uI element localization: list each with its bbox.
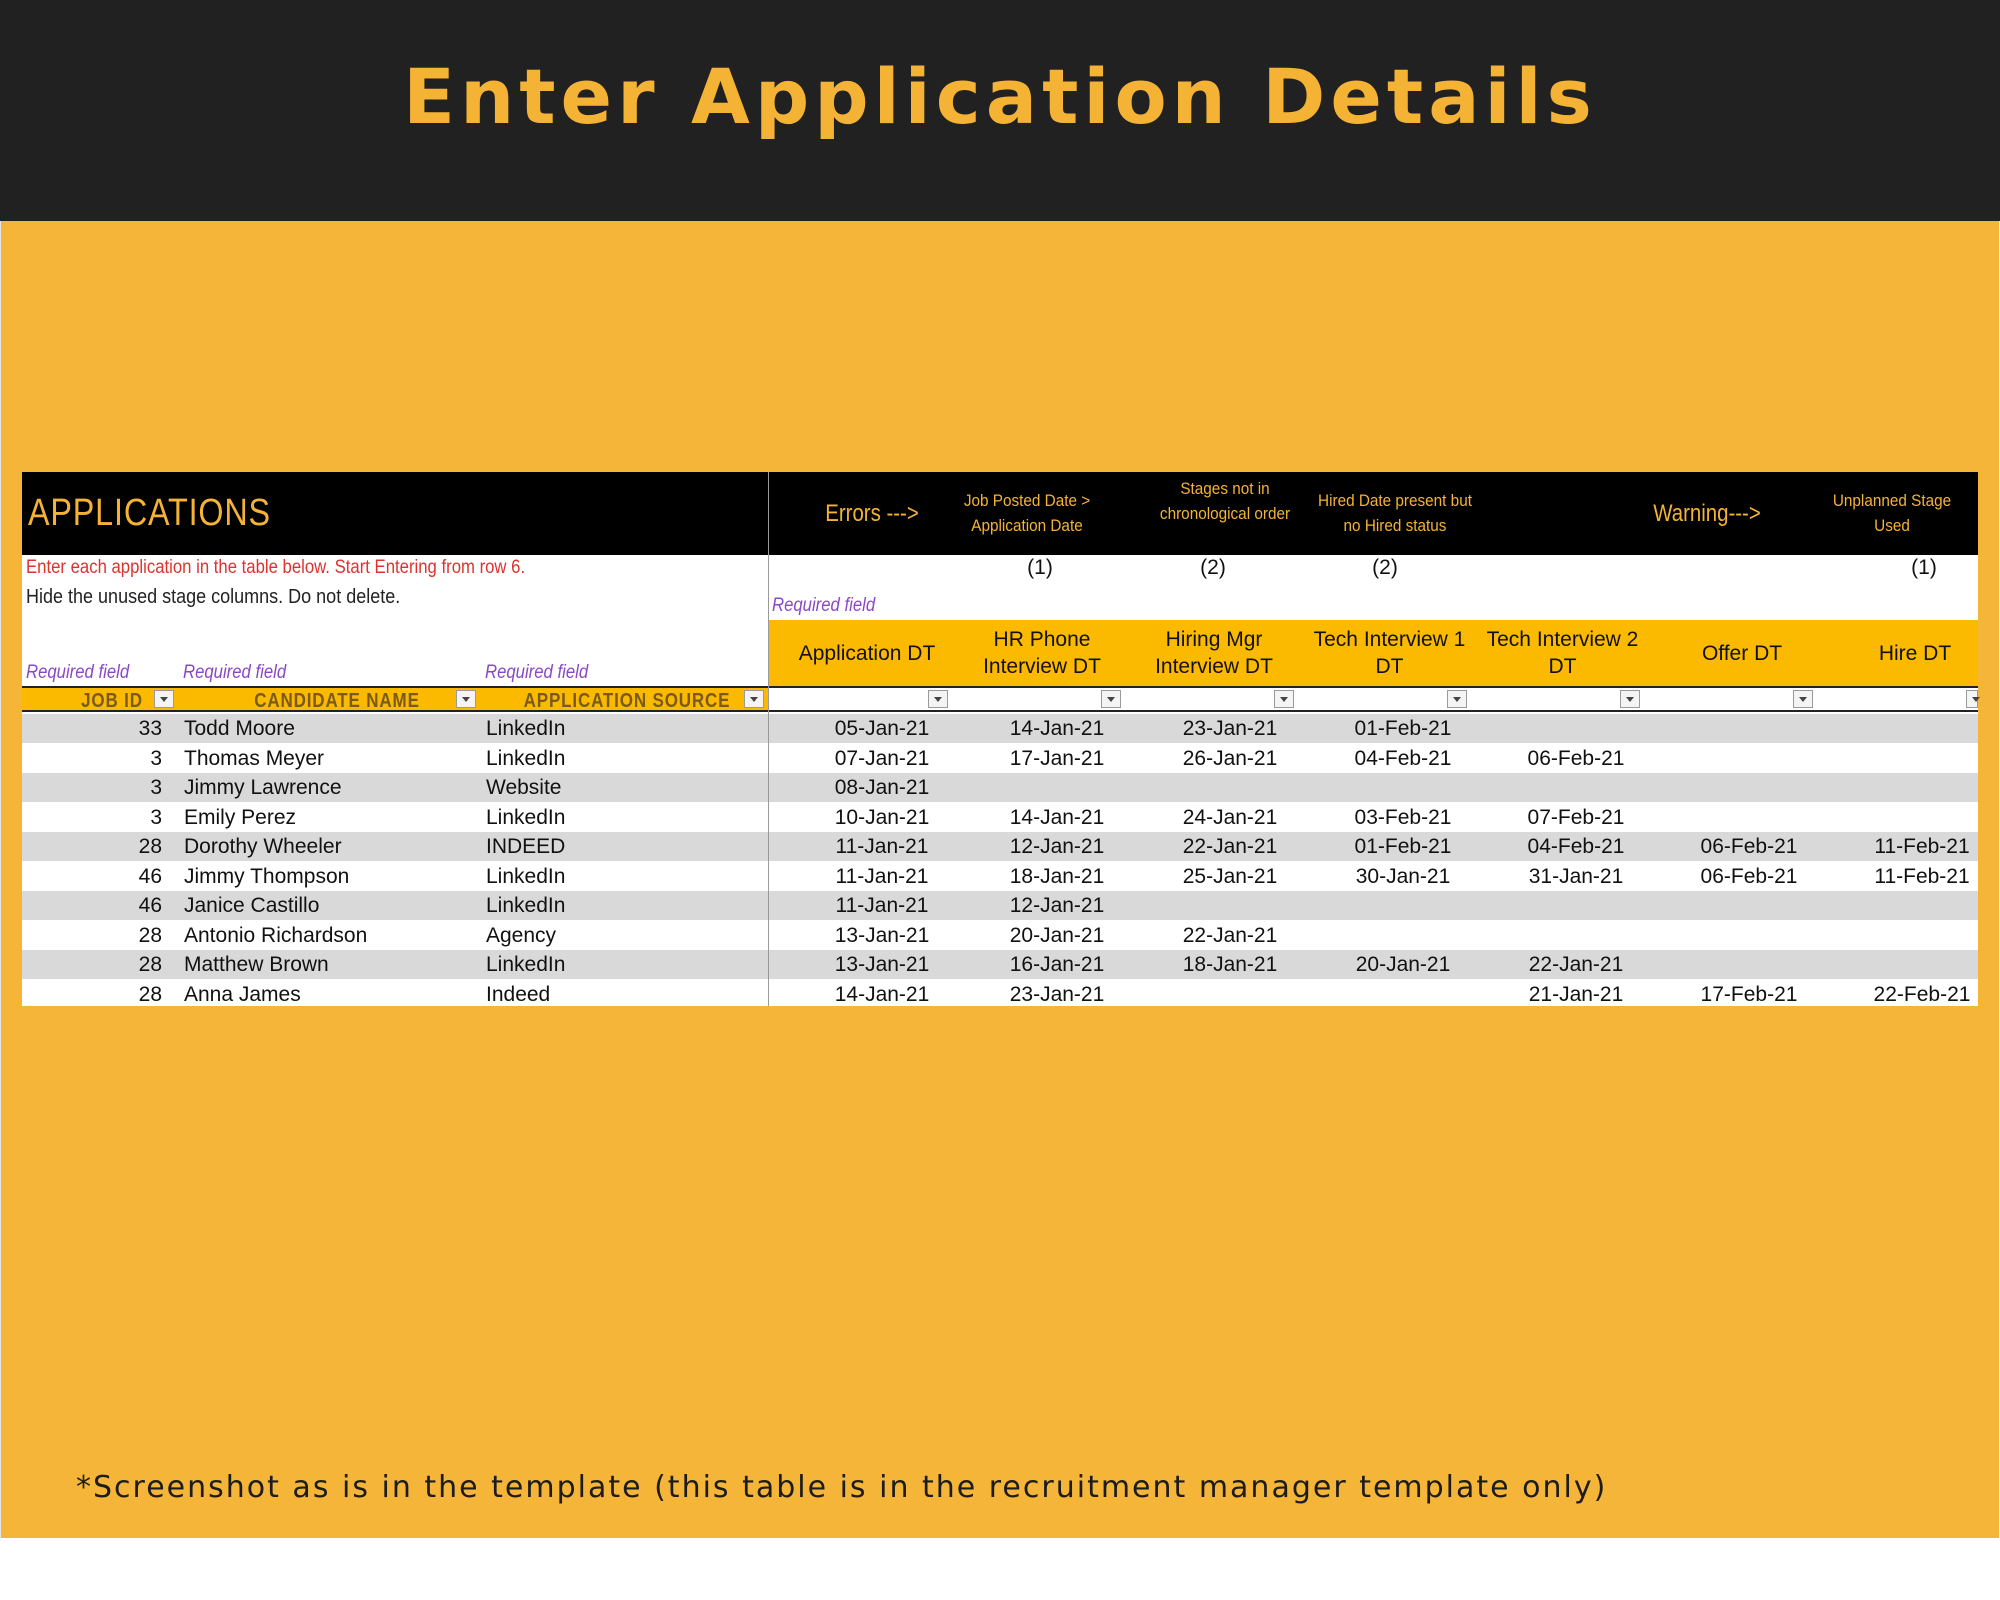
cell-stage-date[interactable]: 24-Jan-21: [1182, 805, 1278, 829]
filter-dropdown-icon[interactable]: [928, 690, 948, 708]
table-row[interactable]: [22, 980, 1978, 1009]
cell-stage-date[interactable]: 13-Jan-21: [834, 923, 930, 947]
filter-dropdown-icon[interactable]: [1101, 690, 1121, 708]
cell-stage-date[interactable]: 25-Jan-21: [1182, 864, 1278, 888]
required-field-label: Required field: [772, 595, 876, 616]
filter-dropdown-icon[interactable]: [1274, 690, 1294, 708]
filter-dropdown-icon[interactable]: [1793, 690, 1813, 708]
cell-stage-date[interactable]: 01-Feb-21: [1354, 717, 1452, 740]
cell-stage-date[interactable]: 18-Jan-21: [1009, 864, 1105, 888]
warning-label: Warning--->: [1653, 500, 1761, 527]
required-field-label: Required field: [485, 662, 589, 683]
table-row[interactable]: [22, 921, 1978, 950]
page-title: Enter Application Details: [403, 52, 1597, 141]
table-row[interactable]: [22, 891, 1978, 920]
check-unplanned-desc: Unplanned Stage Used: [1832, 491, 1952, 535]
cell-candidate-name[interactable]: Matthew Brown: [184, 953, 329, 976]
filter-dropdown-icon[interactable]: [1447, 690, 1467, 708]
instruction-note: Hide the unused stage columns. Do not delete.: [26, 586, 401, 608]
cell-stage-date[interactable]: 11-Jan-21: [835, 864, 929, 888]
cell-stage-date[interactable]: 04-Feb-21: [1527, 835, 1625, 858]
column-header-tech-interview-2: Tech Interview 2 DT: [1486, 628, 1639, 678]
cell-stage-date[interactable]: 04-Feb-21: [1354, 746, 1452, 770]
cell-job-id[interactable]: 3: [150, 805, 162, 829]
cell-job-id[interactable]: 28: [138, 835, 162, 858]
cell-candidate-name[interactable]: Anna James: [184, 982, 301, 1006]
footnote: *Screenshot as is in the template (this table is in the recruitment manager template only): [76, 1470, 1608, 1505]
cell-stage-date[interactable]: 14-Jan-21: [1009, 805, 1105, 829]
cell-candidate-name[interactable]: Antonio Richardson: [184, 923, 368, 947]
column-header-application-source: APPLICATION SOURCE: [523, 690, 731, 712]
cell-candidate-name[interactable]: Dorothy Wheeler: [184, 835, 342, 858]
cell-stage-date[interactable]: 20-Jan-21: [1355, 953, 1451, 976]
cell-application-source[interactable]: Indeed: [486, 982, 551, 1006]
check-job-posted-count: (1): [1027, 556, 1053, 579]
check-chronological-desc: Stages not in chronological order: [1159, 479, 1291, 523]
cell-stage-date[interactable]: 12-Jan-21: [1009, 894, 1105, 917]
table-row[interactable]: [22, 950, 1978, 979]
column-header-hr-phone: HR Phone Interview DT: [983, 628, 1101, 678]
column-header-job-id: JOB ID: [81, 690, 143, 712]
cell-stage-date[interactable]: 05-Jan-21: [834, 717, 930, 740]
cell-stage-date[interactable]: 14-Jan-21: [834, 982, 930, 1006]
header-banner: [0, 0, 2000, 221]
cell-job-id[interactable]: 46: [138, 894, 162, 917]
errors-label: Errors --->: [825, 500, 919, 527]
cell-stage-date[interactable]: 22-Jan-21: [1182, 835, 1278, 858]
column-divider: [768, 472, 769, 1006]
cell-candidate-name[interactable]: Janice Castillo: [184, 894, 320, 917]
instruction-note-red: Enter each application in the table below. Start Entering from row 6.: [26, 557, 526, 578]
required-field-label: Required field: [183, 662, 287, 683]
cell-stage-date[interactable]: 23-Jan-21: [1182, 717, 1278, 740]
column-header-tech-interview-1: Tech Interview 1 DT: [1313, 628, 1466, 678]
cell-application-source[interactable]: LinkedIn: [486, 953, 566, 976]
check-chronological-count: (2): [1200, 556, 1226, 579]
cell-stage-date[interactable]: 18-Jan-21: [1182, 953, 1278, 976]
table-row[interactable]: [22, 862, 1978, 891]
cell-stage-date[interactable]: 11-Feb-21: [1874, 864, 1970, 888]
cell-stage-date[interactable]: 16-Jan-21: [1009, 953, 1105, 976]
cell-stage-date[interactable]: 08-Jan-21: [834, 776, 930, 799]
table-row[interactable]: [22, 832, 1978, 861]
cell-candidate-name[interactable]: Emily Perez: [184, 805, 297, 829]
cell-stage-date[interactable]: 07-Jan-21: [834, 746, 930, 770]
cell-application-source[interactable]: LinkedIn: [486, 805, 566, 829]
column-header-offer-dt: Offer DT: [1701, 641, 1783, 665]
cell-application-source[interactable]: LinkedIn: [486, 894, 566, 917]
table-row[interactable]: [22, 744, 1978, 773]
cell-stage-date[interactable]: 06-Feb-21: [1527, 746, 1625, 770]
cell-candidate-name[interactable]: Todd Moore: [184, 717, 295, 740]
check-job-posted-desc: Job Posted Date > Application Date: [963, 491, 1091, 535]
spreadsheet-screenshot: [22, 472, 1978, 1006]
cell-candidate-name[interactable]: Jimmy Thompson: [184, 864, 350, 888]
table-row[interactable]: [22, 803, 1978, 832]
cell-application-source[interactable]: Agency: [486, 923, 557, 947]
cell-job-id[interactable]: 33: [138, 717, 162, 740]
cell-job-id[interactable]: 3: [150, 746, 162, 770]
cell-stage-date[interactable]: 23-Jan-21: [1009, 982, 1105, 1006]
cell-job-id[interactable]: 28: [138, 923, 162, 947]
filter-dropdown-icon[interactable]: [1620, 690, 1640, 708]
cell-stage-date[interactable]: 06-Feb-21: [1700, 835, 1798, 858]
cell-job-id[interactable]: 28: [138, 982, 162, 1006]
cell-stage-date[interactable]: 12-Jan-21: [1009, 835, 1105, 858]
filter-dropdown-icon[interactable]: [456, 690, 476, 708]
cell-application-source[interactable]: LinkedIn: [486, 864, 566, 888]
filter-dropdown-icon[interactable]: [1966, 690, 1978, 708]
filter-dropdown-icon[interactable]: [154, 690, 174, 708]
column-header-candidate-name: CANDIDATE NAME: [254, 690, 420, 712]
table-row[interactable]: [22, 714, 1978, 743]
cell-candidate-name[interactable]: Thomas Meyer: [184, 746, 325, 770]
cell-stage-date[interactable]: 22-Feb-21: [1873, 982, 1971, 1006]
cell-stage-date[interactable]: 07-Feb-21: [1527, 805, 1625, 829]
cell-application-source[interactable]: Website: [486, 776, 562, 799]
cell-job-id[interactable]: 46: [138, 864, 162, 888]
cell-stage-date[interactable]: 22-Jan-21: [1528, 953, 1624, 976]
cell-application-source[interactable]: LinkedIn: [486, 717, 566, 740]
cell-stage-date[interactable]: 11-Jan-21: [835, 894, 929, 917]
column-header-hire-dt: Hire DT: [1878, 641, 1952, 665]
cell-stage-date[interactable]: 03-Feb-21: [1354, 805, 1452, 829]
cell-stage-date[interactable]: 14-Jan-21: [1009, 717, 1105, 740]
sheet-title: APPLICATIONS: [28, 492, 271, 534]
cell-stage-date[interactable]: 06-Feb-21: [1700, 864, 1798, 888]
cell-job-id[interactable]: 28: [138, 953, 162, 976]
cell-stage-date[interactable]: 17-Jan-21: [1009, 746, 1105, 770]
cell-stage-date[interactable]: 11-Jan-21: [835, 835, 929, 858]
table-row[interactable]: [22, 773, 1978, 802]
column-header-application-dt: Application DT: [798, 641, 936, 665]
cell-stage-date[interactable]: 22-Jan-21: [1182, 923, 1278, 947]
cell-stage-date[interactable]: 10-Jan-21: [834, 805, 930, 829]
required-field-label: Required field: [26, 662, 130, 683]
check-hired-date-count: (2): [1372, 556, 1398, 579]
filter-dropdown-icon[interactable]: [744, 690, 764, 708]
cell-candidate-name[interactable]: Jimmy Lawrence: [184, 776, 342, 799]
cell-application-source[interactable]: INDEED: [486, 835, 566, 858]
check-unplanned-count: (1): [1911, 556, 1937, 579]
cell-stage-date[interactable]: 31-Jan-21: [1528, 864, 1624, 888]
column-header-hiring-mgr: Hiring Mgr Interview DT: [1155, 628, 1273, 678]
cell-stage-date[interactable]: 13-Jan-21: [834, 953, 930, 976]
check-hired-date-desc: Hired Date present but no Hired status: [1318, 491, 1472, 535]
cell-application-source[interactable]: LinkedIn: [486, 746, 566, 770]
cell-stage-date[interactable]: 01-Feb-21: [1354, 835, 1452, 858]
cell-job-id[interactable]: 3: [150, 776, 162, 799]
cell-stage-date[interactable]: 17-Feb-21: [1700, 982, 1798, 1006]
cell-stage-date[interactable]: 26-Jan-21: [1182, 746, 1278, 770]
cell-stage-date[interactable]: 30-Jan-21: [1355, 864, 1451, 888]
cell-stage-date[interactable]: 21-Jan-21: [1528, 982, 1624, 1006]
cell-stage-date[interactable]: 11-Feb-21: [1874, 835, 1970, 858]
cell-stage-date[interactable]: 20-Jan-21: [1009, 923, 1105, 947]
table-header-row: [22, 686, 1978, 712]
